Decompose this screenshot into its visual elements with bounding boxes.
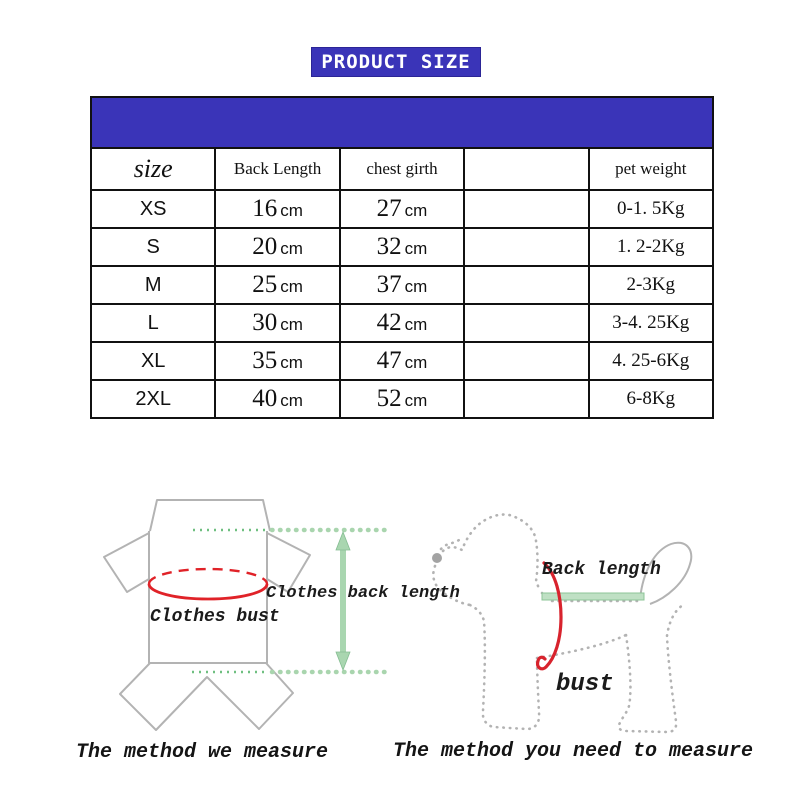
page-title: PRODUCT SIZE (321, 51, 471, 73)
cell-size: 2XL (91, 380, 215, 418)
cell-chest-girth: 32 cm (340, 228, 464, 266)
garment-bust-ellipse (149, 569, 267, 599)
unit-label: cm (404, 315, 428, 334)
dog-nose (432, 553, 442, 563)
table-row (91, 304, 713, 342)
dog-bust-label: bust (556, 671, 614, 698)
cell-spacer (464, 380, 588, 418)
size-table (90, 96, 714, 419)
cell-size: M (91, 266, 215, 304)
clothes-bust-label: Clothes bust (150, 607, 280, 627)
cell-back-length: 40 cm (215, 380, 339, 418)
unit-label: cm (280, 277, 303, 296)
header-size: size (91, 148, 215, 190)
table-row (91, 228, 713, 266)
unit-label: cm (404, 201, 428, 220)
cell-size: XL (91, 342, 215, 380)
unit-label: cm (280, 239, 303, 258)
cell-spacer (464, 190, 588, 228)
header-spacer (464, 148, 588, 190)
cell-back-length: 35 cm (215, 342, 339, 380)
table-header-row (91, 148, 713, 190)
table-row (91, 380, 713, 418)
dog-sketch (433, 515, 683, 732)
table-row (91, 190, 713, 228)
clothes-back-length-label: Clothes back length (266, 584, 460, 603)
garment-collar (150, 500, 270, 531)
cell-pet-weight: 2-3Kg (589, 266, 713, 304)
header-pet-weight: pet weight (589, 148, 713, 190)
cell-spacer (464, 304, 588, 342)
dog-rear-leg (619, 605, 683, 732)
table-band-cell (91, 97, 713, 148)
cell-pet-weight: 4. 25-6Kg (589, 342, 713, 380)
dog-belly (537, 635, 626, 658)
unit-label: cm (404, 391, 428, 410)
dog-caption: The method you need to measure (393, 740, 754, 763)
dog-head (443, 515, 540, 591)
header-back-length: Back Length (215, 148, 339, 190)
unit-label: cm (280, 315, 303, 334)
cell-back-length: 25 cm (215, 266, 339, 304)
cell-pet-weight: 0-1. 5Kg (589, 190, 713, 228)
dog-back-length-label: Back length (542, 560, 661, 580)
table-row (91, 266, 713, 304)
unit-label: cm (404, 277, 428, 296)
cell-chest-girth: 37 cm (340, 266, 464, 304)
cell-pet-weight: 3-4. 25Kg (589, 304, 713, 342)
garment-body (149, 531, 267, 663)
cell-size: XS (91, 190, 215, 228)
cell-pet-weight: 1. 2-2Kg (589, 228, 713, 266)
cell-chest-girth: 52 cm (340, 380, 464, 418)
cell-back-length: 20 cm (215, 228, 339, 266)
unit-label: cm (404, 239, 428, 258)
cell-back-length: 16 cm (215, 190, 339, 228)
unit-label: cm (280, 201, 303, 220)
table-top-band (91, 97, 713, 148)
cell-chest-girth: 27 cm (340, 190, 464, 228)
cell-size: L (91, 304, 215, 342)
dog-chest-front-leg (470, 605, 539, 729)
title-banner (311, 47, 481, 77)
garment-caption: The method we measure (76, 741, 329, 764)
unit-label: cm (280, 353, 303, 372)
cell-chest-girth: 47 cm (340, 342, 464, 380)
table-row (91, 342, 713, 380)
cell-spacer (464, 266, 588, 304)
header-chest-girth: chest girth (340, 148, 464, 190)
cell-chest-girth: 42 cm (340, 304, 464, 342)
cell-spacer (464, 228, 588, 266)
unit-label: cm (280, 391, 303, 410)
cell-size: S (91, 228, 215, 266)
garment-left-sleeve (104, 533, 149, 592)
cell-spacer (464, 342, 588, 380)
cell-back-length: 30 cm (215, 304, 339, 342)
unit-label: cm (404, 353, 428, 372)
cell-pet-weight: 6-8Kg (589, 380, 713, 418)
